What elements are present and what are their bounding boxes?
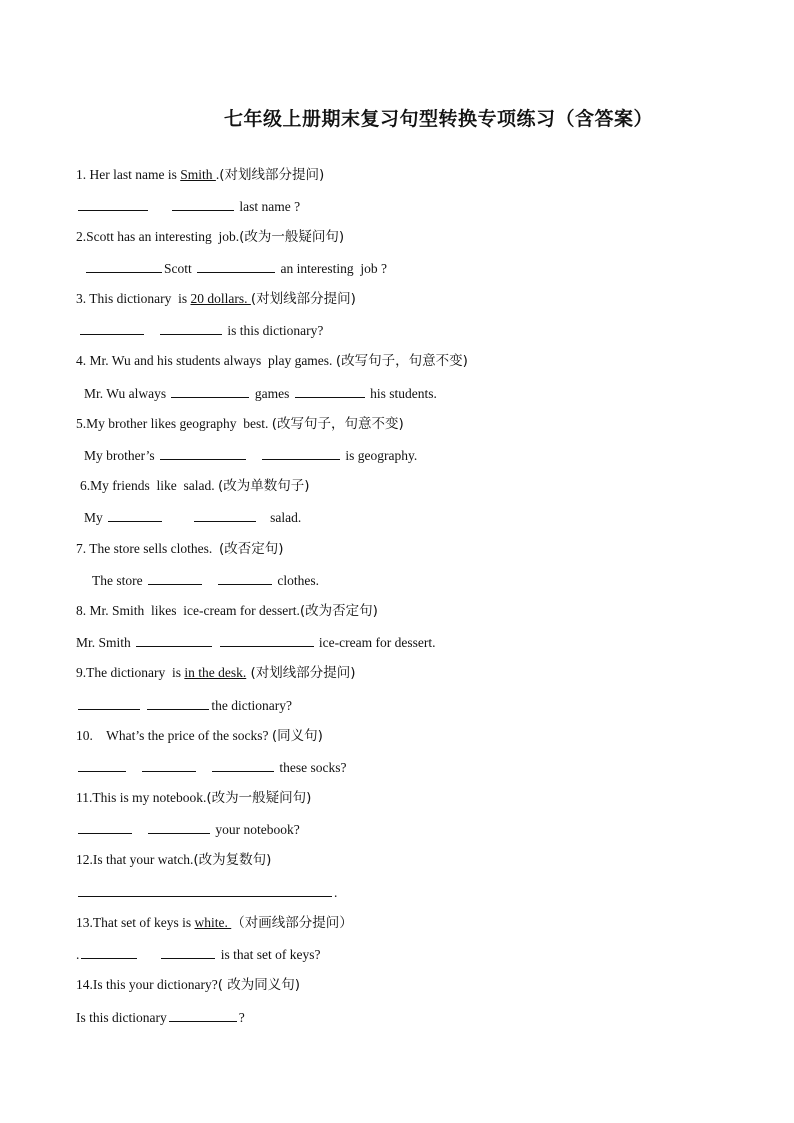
- question-3: 3. This dictionary is 20 dollars. (对划线部分提问): [76, 291, 356, 307]
- answer-blank[interactable]: [80, 321, 144, 335]
- answer-blank[interactable]: [295, 384, 365, 398]
- answer-blank[interactable]: [147, 696, 209, 710]
- question-14: 14.Is this your dictionary?( 改为同义句): [76, 977, 301, 993]
- question-4: 4. Mr. Wu and his students always play games. (改写句子，句意不变): [76, 353, 468, 369]
- question-1: 1. Her last name is Smith .(对划线部分提问): [76, 167, 325, 183]
- answer-14: Is this dictionary ?: [76, 1010, 245, 1025]
- answer-12: .: [76, 883, 337, 902]
- answer-blank[interactable]: [194, 508, 256, 522]
- question-11: 11.This is my notebook.(改为一般疑问句): [76, 790, 312, 806]
- answer-blank[interactable]: [148, 571, 202, 585]
- answer-4: Mr. Wu always games his students.: [84, 386, 437, 401]
- question-9: 9.The dictionary is in the desk. (对划线部分提问): [76, 665, 356, 681]
- answer-blank[interactable]: [108, 508, 162, 522]
- question-5: 5.My brother likes geography best. (改写句子，句意不变): [76, 416, 404, 432]
- answer-blank[interactable]: [148, 820, 210, 834]
- answer-blank[interactable]: [78, 758, 126, 772]
- answer-8: Mr. Smith ice-cream for dessert.: [76, 635, 436, 650]
- question-7: 7. The store sells clothes. (改否定句): [76, 541, 284, 557]
- answer-blank[interactable]: [212, 758, 274, 772]
- question-10: 10. What’s the price of the socks? (同义句): [76, 728, 323, 744]
- answer-blank[interactable]: [86, 259, 162, 273]
- answer-10: these socks?: [76, 758, 346, 777]
- answer-blank[interactable]: [78, 197, 148, 211]
- answer-blank[interactable]: [172, 197, 234, 211]
- answer-blank[interactable]: [78, 820, 132, 834]
- answer-blank[interactable]: [262, 446, 340, 460]
- question-8: 8. Mr. Smith likes ice-cream for dessert.(改为否定句): [76, 603, 378, 619]
- answer-blank[interactable]: [160, 321, 222, 335]
- answer-5: My brother’s is geography.: [84, 448, 418, 463]
- answer-2: Scott an interesting job ?: [84, 259, 387, 278]
- answer-9: the dictionary?: [76, 696, 292, 715]
- answer-blank[interactable]: [160, 446, 246, 460]
- answer-blank[interactable]: [78, 696, 140, 710]
- question-12: 12.Is that your watch.(改为复数句): [76, 852, 272, 868]
- answer-blank[interactable]: [136, 633, 212, 647]
- question-13: 13.That set of keys is white. （对画线部分提问）: [76, 915, 353, 931]
- answer-blank[interactable]: [142, 758, 196, 772]
- answer-6: My salad.: [84, 510, 302, 525]
- answer-7: The store clothes.: [92, 573, 319, 588]
- page-title: 七年级上册期末复习句型转换专项练习（含答案）: [224, 108, 654, 130]
- answer-13: . is that set of keys?: [76, 947, 321, 962]
- answer-blank[interactable]: [81, 945, 137, 959]
- answer-blank[interactable]: [218, 571, 272, 585]
- question-6: 6.My friends like salad. (改为单数句子): [80, 478, 310, 494]
- answer-blank[interactable]: [169, 1008, 237, 1022]
- answer-blank[interactable]: [161, 945, 215, 959]
- answer-blank[interactable]: [78, 883, 332, 897]
- answer-blank[interactable]: [197, 259, 275, 273]
- answer-1: last name ?: [76, 197, 300, 216]
- answer-3: is this dictionary?: [78, 321, 323, 340]
- answer-blank[interactable]: [171, 384, 249, 398]
- answer-11: your notebook?: [76, 820, 300, 839]
- answer-blank[interactable]: [220, 633, 314, 647]
- question-2: 2.Scott has an interesting job.(改为一般疑问句): [76, 229, 345, 245]
